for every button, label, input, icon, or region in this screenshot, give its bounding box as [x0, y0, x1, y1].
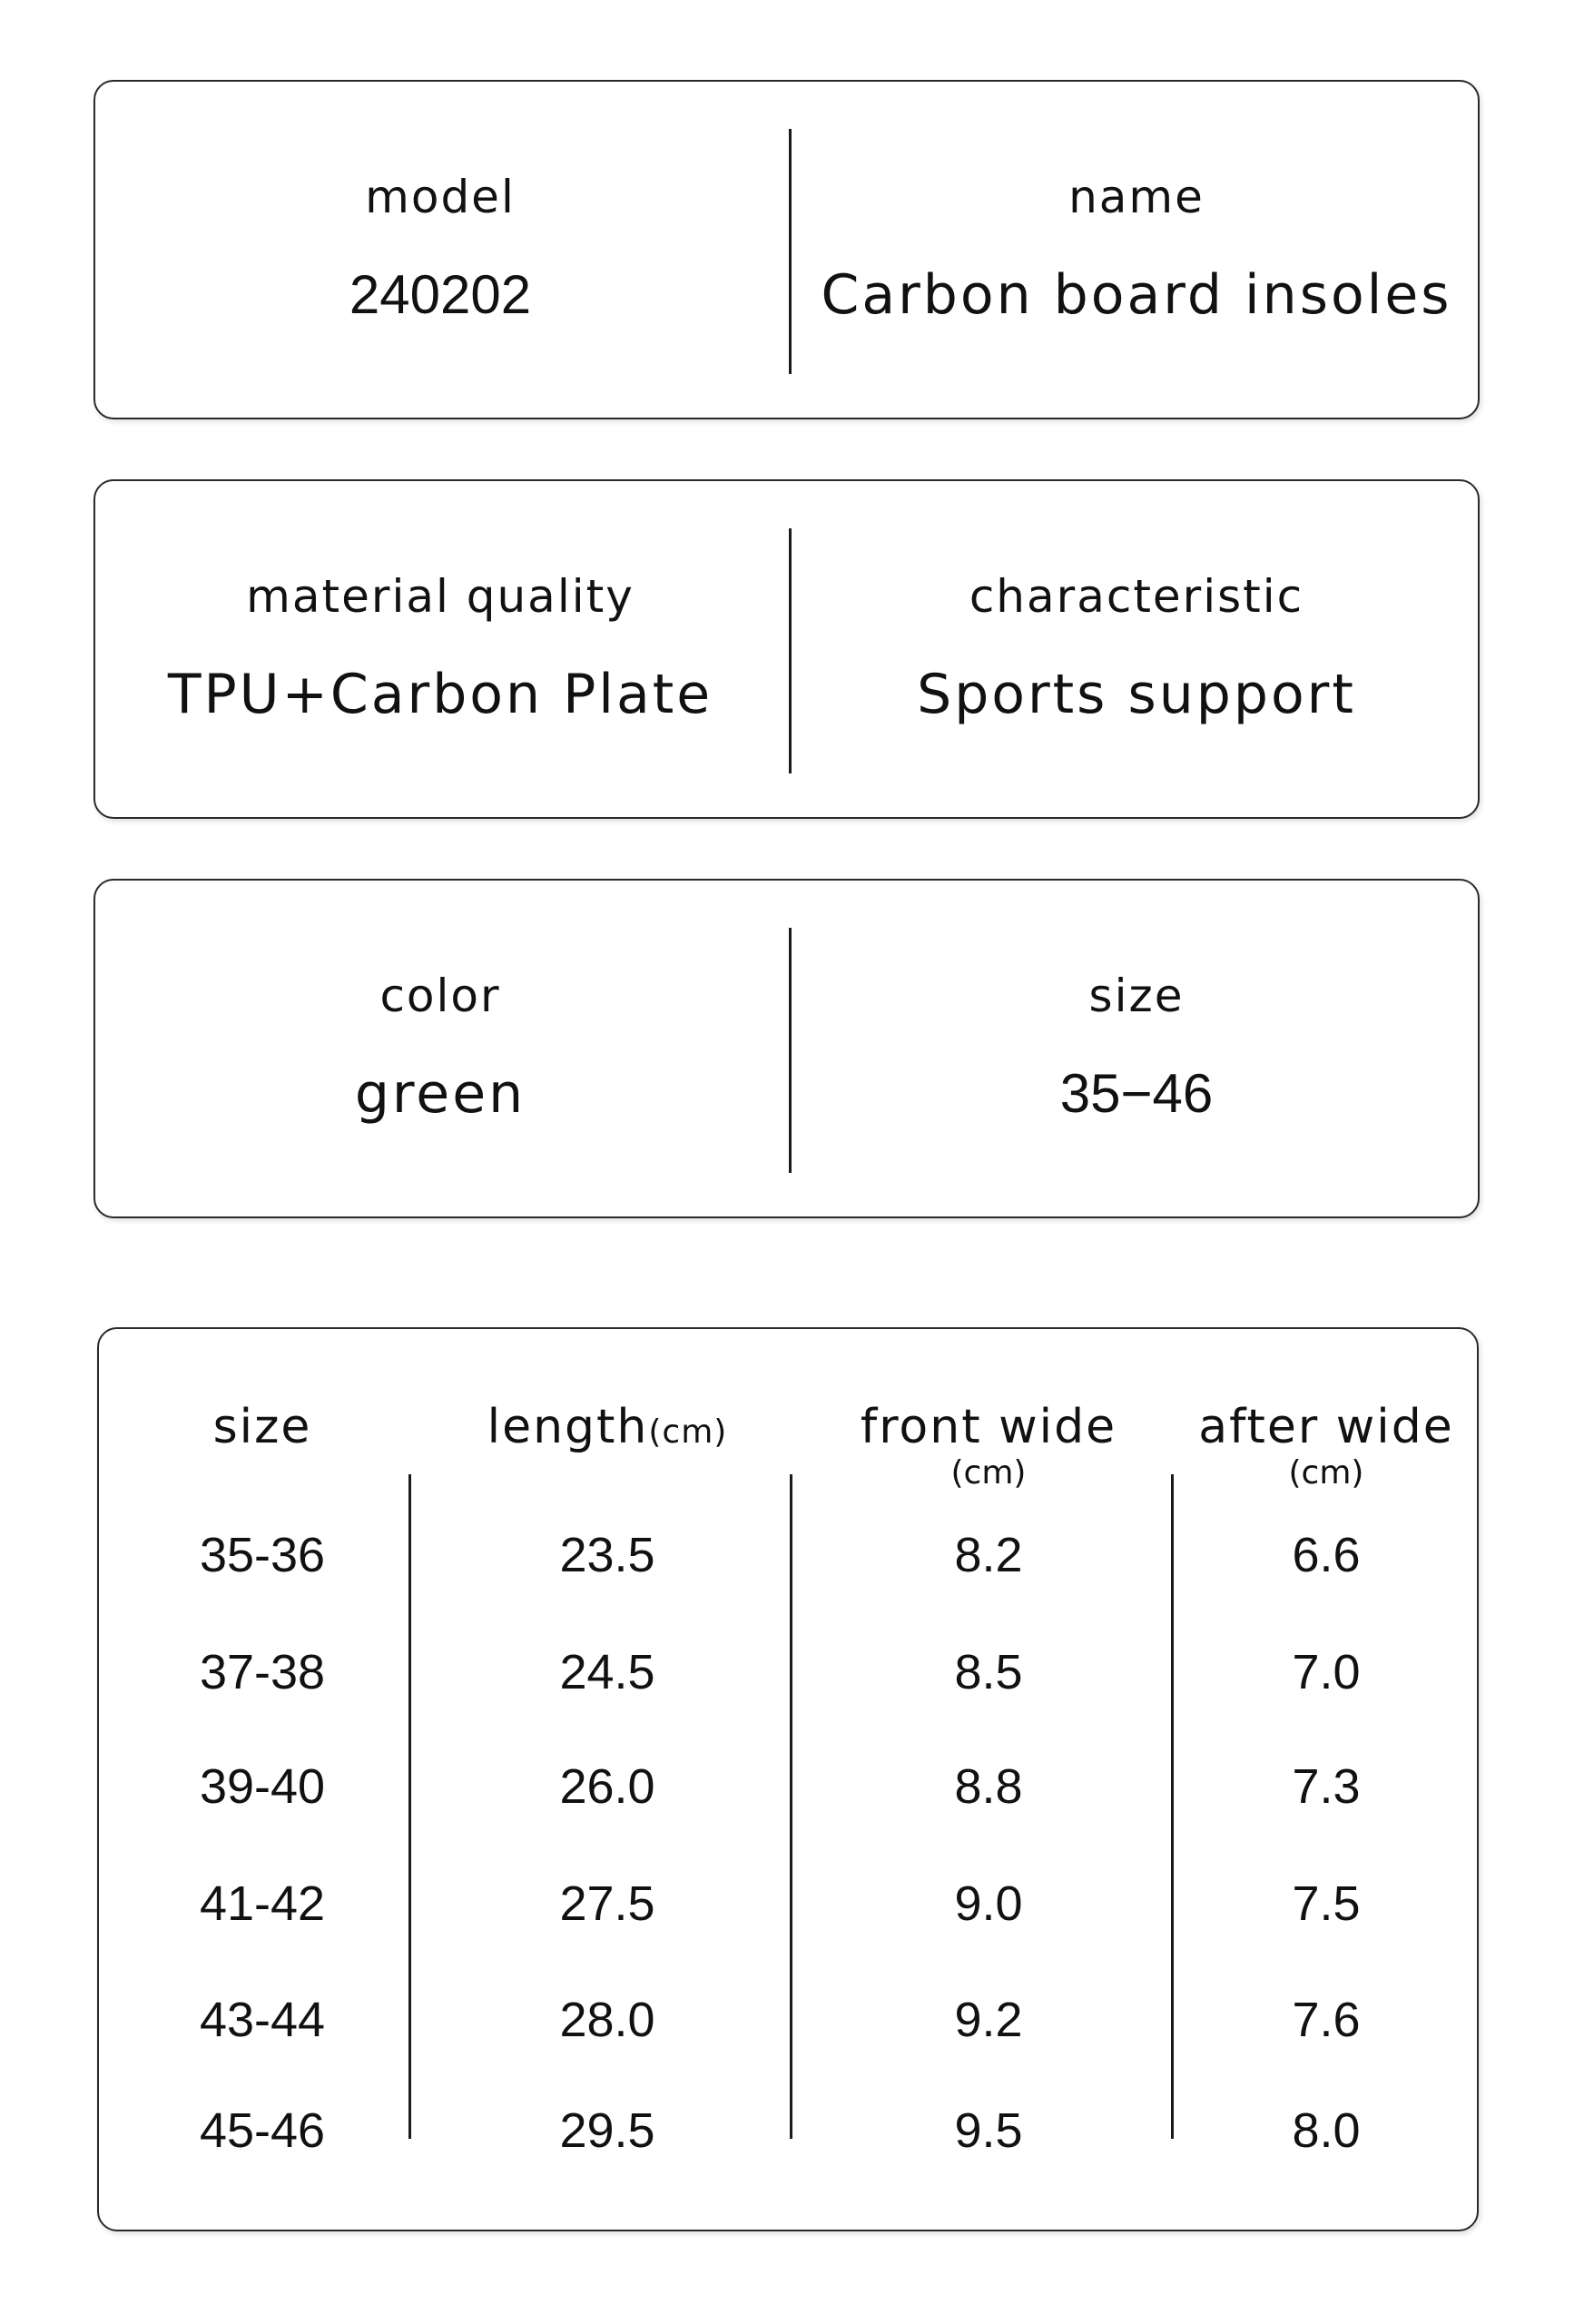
color-label: color [379, 970, 501, 1022]
header-size: size [212, 1400, 312, 1454]
color-cell [95, 881, 785, 1216]
size-range-label: size [1088, 970, 1185, 1022]
characteristic-cell [792, 481, 1481, 817]
size-table [97, 1327, 1479, 2231]
cell-front-wide: 8.5 [954, 1645, 1023, 1699]
column-divider [408, 1474, 411, 2139]
cell-front-wide: 8.2 [954, 1528, 1023, 1582]
characteristic-label: characteristic [969, 570, 1304, 623]
name-cell [792, 82, 1481, 418]
cell-size: 41-42 [199, 1876, 326, 1931]
header-front-wide-unit: (cm) [950, 1454, 1027, 1492]
color-value: green [354, 1062, 526, 1126]
model-value: 240202 [349, 264, 532, 325]
header-length-label: length [487, 1400, 649, 1454]
header-after-wide-unit: (cm) [1288, 1454, 1364, 1492]
cell-length: 24.5 [559, 1645, 655, 1699]
cell-after-wide: 7.6 [1292, 1993, 1361, 2047]
info-card-material-characteristic [93, 479, 1480, 819]
cell-size: 39-40 [199, 1759, 326, 1814]
size-range-cell [792, 881, 1481, 1216]
cell-front-wide: 9.0 [954, 1876, 1023, 1931]
name-label: name [1068, 171, 1205, 223]
cell-size: 43-44 [199, 1993, 326, 2047]
header-length-unit: (cm) [648, 1413, 728, 1451]
model-cell [95, 82, 785, 418]
size-range-value: 35−46 [1059, 1063, 1214, 1124]
cell-length: 26.0 [559, 1759, 655, 1814]
cell-after-wide: 7.3 [1292, 1759, 1361, 1814]
cell-after-wide: 7.5 [1292, 1876, 1361, 1931]
material-label: material quality [246, 570, 635, 623]
cell-after-wide: 6.6 [1292, 1528, 1361, 1582]
cell-front-wide: 9.5 [954, 2103, 1023, 2158]
name-value: Carbon board insoles [821, 263, 1452, 327]
material-value: TPU+Carbon Plate [167, 663, 713, 726]
cell-front-wide: 9.2 [954, 1993, 1023, 2047]
cell-length: 27.5 [559, 1876, 655, 1931]
cell-size: 45-46 [199, 2103, 326, 2158]
info-card-model-name [93, 80, 1480, 419]
characteristic-value: Sports support [917, 663, 1356, 726]
header-length [444, 1400, 771, 1454]
cell-after-wide: 8.0 [1292, 2103, 1361, 2158]
material-cell [95, 481, 785, 817]
cell-size: 37-38 [199, 1645, 326, 1699]
header-front-wide: front wide [860, 1400, 1117, 1454]
column-divider [790, 1474, 792, 2139]
cell-front-wide: 8.8 [954, 1759, 1023, 1814]
cell-length: 29.5 [559, 2103, 655, 2158]
cell-size: 35-36 [199, 1528, 326, 1582]
cell-length: 28.0 [559, 1993, 655, 2047]
header-after-wide: after wide [1198, 1400, 1454, 1454]
cell-after-wide: 7.0 [1292, 1645, 1361, 1699]
info-card-color-size [93, 879, 1480, 1218]
cell-length: 23.5 [559, 1528, 655, 1582]
model-label: model [365, 171, 516, 223]
